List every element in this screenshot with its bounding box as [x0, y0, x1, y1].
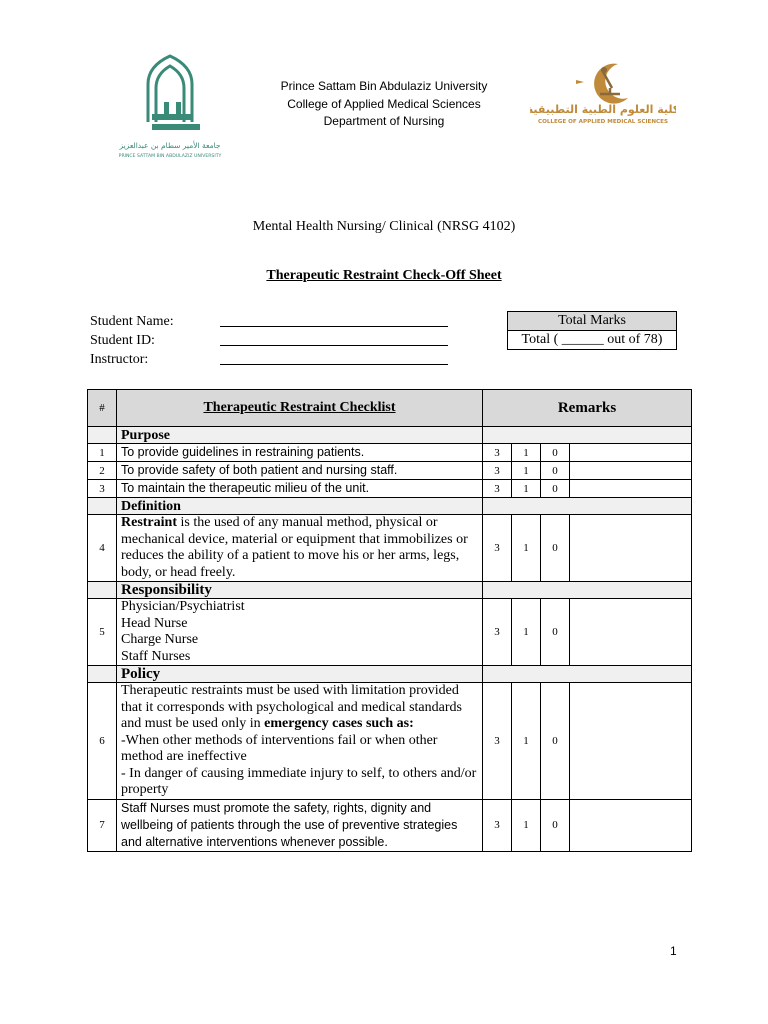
column-checklist-header: Therapeutic Restraint Checklist	[117, 390, 483, 427]
student-info	[90, 312, 448, 369]
table-row: 7 Staff Nurses must promote the safety, rights, dignity and wellbeing of patients through the use of preventive strategies and alternative interventions whenever possible. 3 1 0	[88, 799, 692, 851]
table-row: 6 Therapeutic restraints must be used with limitation provided that it corresponds with psychological and medical standards and must be used only in emergency cases such as: -When other methods of interventions fail or when other method are ineffective - In danger of causing immediate injury to self, to others and/or property 3 1 0	[88, 683, 692, 800]
section-row-responsibility	[88, 582, 692, 599]
score-3[interactable]: 3	[483, 515, 512, 582]
remarks-cell[interactable]	[570, 683, 692, 800]
section-responsibility: Responsibility	[117, 582, 483, 599]
table-row: 3 To maintain the therapeutic milieu of the unit. 3 1 0	[88, 480, 692, 498]
total-marks-box	[507, 311, 677, 350]
student-name-field[interactable]	[220, 312, 448, 327]
department-name: Department of Nursing	[323, 114, 445, 128]
section-policy: Policy	[117, 666, 483, 683]
logo-college-english: COLLEGE OF APPLIED MEDICAL SCIENCES	[537, 119, 669, 125]
item-text: To maintain the therapeutic milieu of the unit.	[117, 480, 483, 498]
table-row: 5 Physician/Psychiatrist Head Nurse Charge Nurse Staff Nurses 3 1 0	[88, 599, 692, 666]
page-number: 1	[670, 944, 677, 958]
item-text: To provide guidelines in restraining patients.	[117, 444, 483, 462]
sheet-title: Therapeutic Restraint Check-Off Sheet	[266, 268, 502, 283]
score-3[interactable]: 3	[483, 683, 512, 800]
item-text: Therapeutic restraints must be used with limitation provided that it corresponds with psychological and medical standards and must be used only in emergency cases such as: -When other methods of interventions fail or when other method are ineffective - In danger of causing immediate injury to self, to others and/or property	[117, 683, 483, 800]
remarks-cell[interactable]	[570, 799, 692, 851]
remarks-cell[interactable]	[570, 462, 692, 480]
instructor-label: Instructor:	[90, 352, 149, 367]
score-0[interactable]: 0	[541, 599, 570, 666]
student-id-label: Student ID:	[90, 333, 155, 348]
score-3[interactable]: 3	[483, 462, 512, 480]
remarks-cell[interactable]	[570, 444, 692, 462]
logo-arabic-text: جامعة الأمير سطام بن عبدالعزيز	[119, 141, 221, 150]
section-definition: Definition	[117, 498, 483, 515]
table-row: 4 Restraint is the used of any manual method, physical or mechanical device, material or equipment that immobilizes or reduces the ability of a patient to move his or her arms, legs, body, or head freely. 3 1 0	[88, 515, 692, 582]
course-title: Mental Health Nursing/ Clinical (NRSG 4102)	[252, 219, 516, 234]
score-3[interactable]: 3	[483, 799, 512, 851]
instructor-field[interactable]	[220, 350, 448, 365]
logo-english-text: PRINCE SATTAM BIN ABDULAZIZ UNIVERSITY	[118, 154, 222, 159]
item-text: Staff Nurses must promote the safety, rights, dignity and wellbeing of patients through the use of preventive strategies and alternative interventions whenever possible.	[117, 799, 483, 851]
college-logo	[530, 58, 676, 130]
logo-college-arabic: كلية العلوم الطبية التطبيقية	[530, 103, 676, 116]
table-row: 1 To provide guidelines in restraining patients. 3 1 0	[88, 444, 692, 462]
table-row: 2 To provide safety of both patient and nursing staff. 3 1 0	[88, 462, 692, 480]
item-text: To provide safety of both patient and nursing staff.	[117, 462, 483, 480]
score-1[interactable]: 1	[512, 480, 541, 498]
total-marks-header: Total Marks	[508, 312, 677, 331]
score-0[interactable]: 0	[541, 515, 570, 582]
score-3[interactable]: 3	[483, 480, 512, 498]
score-0[interactable]: 0	[541, 444, 570, 462]
table-header-row	[88, 390, 692, 427]
university-name: Prince Sattam Bin Abdulaziz University	[280, 79, 488, 93]
score-1[interactable]: 1	[512, 462, 541, 480]
remarks-cell[interactable]	[570, 515, 692, 582]
score-0[interactable]: 0	[541, 799, 570, 851]
column-number-header: #	[88, 390, 117, 427]
remarks-cell[interactable]	[570, 599, 692, 666]
score-1[interactable]: 1	[512, 515, 541, 582]
remarks-cell[interactable]	[570, 480, 692, 498]
student-name-label: Student Name:	[90, 314, 174, 329]
university-heading	[250, 78, 518, 131]
student-id-field[interactable]	[220, 331, 448, 346]
score-1[interactable]: 1	[512, 683, 541, 800]
score-1[interactable]: 1	[512, 799, 541, 851]
column-remarks-header: Remarks	[483, 390, 692, 427]
score-1[interactable]: 1	[512, 599, 541, 666]
score-0[interactable]: 0	[541, 683, 570, 800]
section-row-purpose	[88, 427, 692, 444]
item-text: Physician/Psychiatrist Head Nurse Charge Nurse Staff Nurses	[117, 599, 483, 666]
section-row-definition	[88, 498, 692, 515]
college-name: College of Applied Medical Sciences	[287, 96, 481, 111]
score-0[interactable]: 0	[541, 462, 570, 480]
section-purpose: Purpose	[117, 427, 483, 444]
checklist-table	[87, 389, 692, 852]
university-logo	[112, 50, 228, 162]
score-0[interactable]: 0	[541, 480, 570, 498]
score-3[interactable]: 3	[483, 444, 512, 462]
item-text: Restraint is the used of any manual method, physical or mechanical device, material or equipment that immobilizes or reduces the ability of a patient to move his or her arms, legs, body, or head freely.	[117, 515, 483, 582]
score-1[interactable]: 1	[512, 444, 541, 462]
score-3[interactable]: 3	[483, 599, 512, 666]
section-row-policy	[88, 666, 692, 683]
total-marks-value[interactable]: Total ( ______ out of 78)	[508, 331, 677, 350]
